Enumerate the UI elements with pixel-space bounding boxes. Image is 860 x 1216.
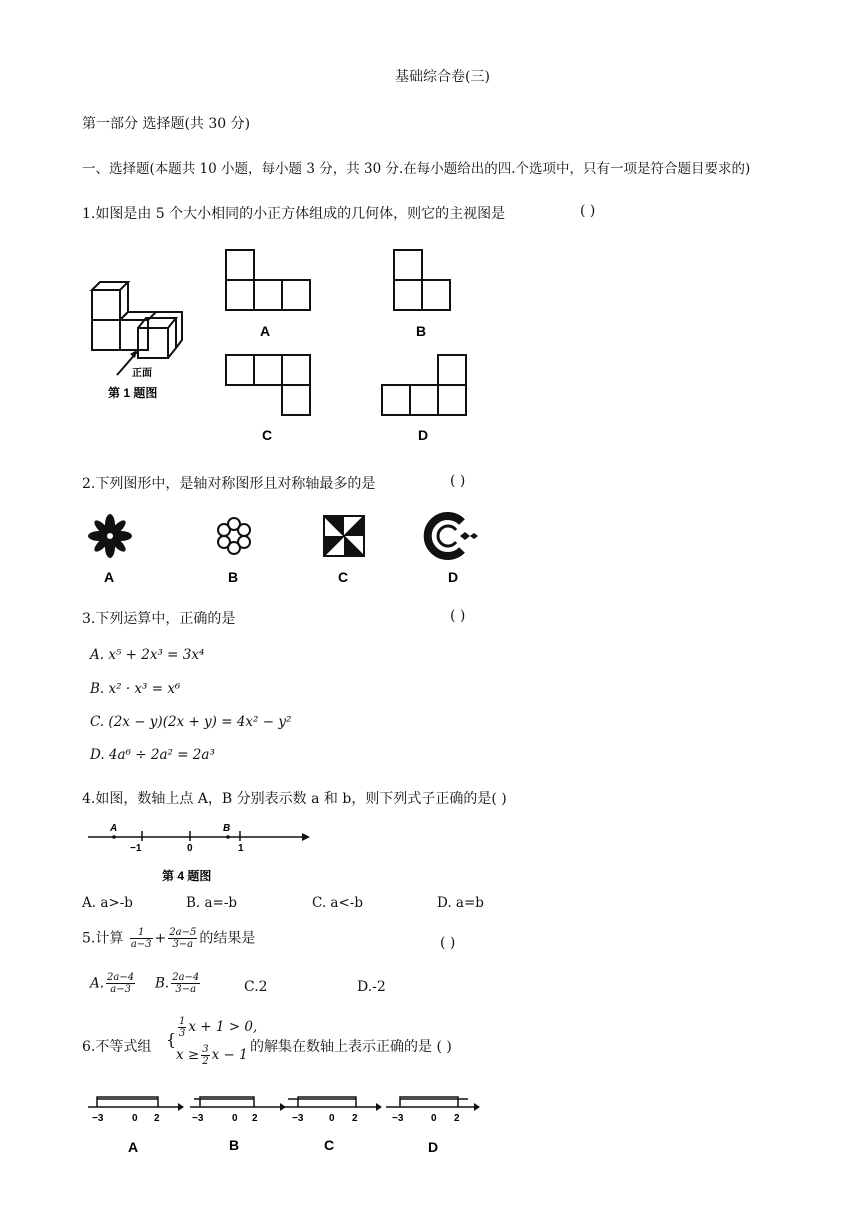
section-heading: 一、选择题(本题共 10 小题，每小题 3 分，共 30 分.在每小题给出的四.个选项中，只有一项是符合题目要求的) (82, 161, 751, 177)
q2-option-a-flower-icon (88, 514, 132, 558)
q3-option-b: B. x² · x³ = x⁶ (90, 681, 181, 697)
q2-option-c-label: C (338, 569, 349, 585)
question-2-text: 2.下列图形中，是轴对称图形且对称轴最多的是 (82, 476, 376, 492)
q5-option-b: B. $\frac{2a-4}{3-a}$ (155, 972, 200, 995)
q2-option-b-label: B (228, 569, 239, 585)
q6-option-c-line (282, 1097, 376, 1107)
question-2-figure (82, 508, 502, 590)
question-5-answer-paren: ( ) (440, 935, 456, 951)
svg-text:2: 2 (154, 1113, 160, 1124)
page-title: 基础综合卷(三) (395, 69, 490, 85)
question-1-answer-paren: ( ) (580, 203, 596, 219)
q1-solid-figure (92, 282, 182, 358)
q3-option-a: A. x⁵ + 2x³ = 3x⁴ (90, 647, 205, 663)
q6-option-b-label: B (229, 1137, 240, 1153)
q6-option-d-line (386, 1097, 474, 1107)
q4-tick-0: 0 (187, 843, 193, 854)
question-2-answer-paren: ( ) (450, 473, 466, 489)
q3-option-c: C. (2x − y)(2x + y) = 4x² − y² (90, 714, 292, 730)
q6-option-a-line (88, 1097, 178, 1107)
q6-option-b-line (190, 1097, 280, 1107)
q5-text-pre: 5.计算 (82, 930, 124, 947)
q6-inequality-2: x ≥ $\frac{3}{2}$ x − 1 (176, 1044, 248, 1067)
q5-option-d: D.-2 (357, 979, 386, 995)
q6-option-c-label: C (324, 1137, 335, 1153)
question-3-text: 3.下列运算中，正确的是 (82, 611, 236, 627)
q3-option-d: D. 4a⁶ ÷ 2a² = 2a³ (90, 747, 215, 763)
question-1-text: 1.如图是由 5 个大小相同的小正方体组成的几何体，则它的主视图是 (82, 206, 506, 222)
question-4-text: 4.如图，数轴上点 A，B 分别表示数 a 和 b，则下列式子正确的是( ) (82, 791, 507, 807)
q4-figure-caption: 第 4 题图 (162, 869, 212, 883)
q6-option-d-label: D (428, 1139, 439, 1155)
q4-option-d: D. a=b (437, 895, 484, 911)
q4-option-a: A. a>-b (82, 895, 133, 911)
q2-option-b-hexagons-icon (218, 518, 250, 554)
q2-option-d-logo-icon (428, 516, 478, 556)
q6-brace: { (166, 1030, 177, 1049)
front-label: 正面 (132, 368, 152, 379)
svg-text:−3: −3 (92, 1113, 104, 1124)
q5-text-post: 的结果是 (199, 930, 256, 947)
question-5-text: 5.计算 $\frac{1}{a-3}$ + $\frac{2a-5}{3-a}$ 的结果是 (82, 927, 256, 950)
q2-option-d-label: D (448, 569, 459, 585)
svg-text:−3: −3 (192, 1113, 204, 1124)
q2-option-c-pinwheel-icon (324, 516, 364, 556)
q6-text-post: 的解集在数轴上表示正确的是 ( ) (250, 1039, 452, 1055)
q1-option-c-figure (226, 355, 310, 415)
q6-option-a-label: A (128, 1139, 139, 1155)
part-heading: 第一部分 选择题(共 30 分) (82, 116, 251, 132)
svg-text:0: 0 (329, 1113, 335, 1124)
svg-text:−3: −3 (292, 1113, 304, 1124)
q4-tick-neg1: −1 (130, 843, 142, 854)
q1-option-b-label: B (416, 323, 427, 339)
svg-text:2: 2 (252, 1113, 258, 1124)
q2-option-a-label: A (104, 569, 115, 585)
q5-fraction-2: $\frac{2a-5}{3-a}$ (169, 927, 197, 950)
q1-option-d-figure (382, 355, 466, 415)
svg-text:2: 2 (454, 1113, 460, 1124)
svg-text:0: 0 (431, 1113, 437, 1124)
q6-text-pre: 6.不等式组 (82, 1039, 152, 1055)
q1-option-d-label: D (418, 427, 429, 443)
svg-text:2: 2 (352, 1113, 358, 1124)
q1-option-a-label: A (260, 323, 271, 339)
question-4-number-line (82, 818, 312, 888)
q4-option-b: B. a=-b (186, 895, 238, 911)
q4-point-a-label: A (110, 823, 118, 834)
question-3-answer-paren: ( ) (450, 608, 466, 624)
q4-tick-1: 1 (238, 843, 244, 854)
q1-option-b-figure (394, 250, 450, 310)
question-1-figure (82, 240, 542, 450)
q4-point-b-label: B (223, 823, 231, 834)
q1-figure-caption: 第 1 题图 (108, 386, 158, 400)
q1-option-c-label: C (262, 427, 273, 443)
q4-option-c: C. a<-b (312, 895, 363, 911)
svg-text:−3: −3 (392, 1113, 404, 1124)
question-6-number-lines (82, 1085, 502, 1165)
q6-inequality-1: $\frac{1}{3}$ x + 1 > 0, (179, 1016, 258, 1039)
svg-text:0: 0 (132, 1113, 138, 1124)
q5-option-c: C.2 (244, 979, 268, 995)
q5-fraction-1: $\frac{1}{a-3}$ (130, 927, 152, 950)
q1-option-a-figure (226, 250, 310, 310)
q5-option-a: A. $\frac{2a-4}{a-3}$ (90, 972, 135, 995)
svg-text:0: 0 (232, 1113, 238, 1124)
